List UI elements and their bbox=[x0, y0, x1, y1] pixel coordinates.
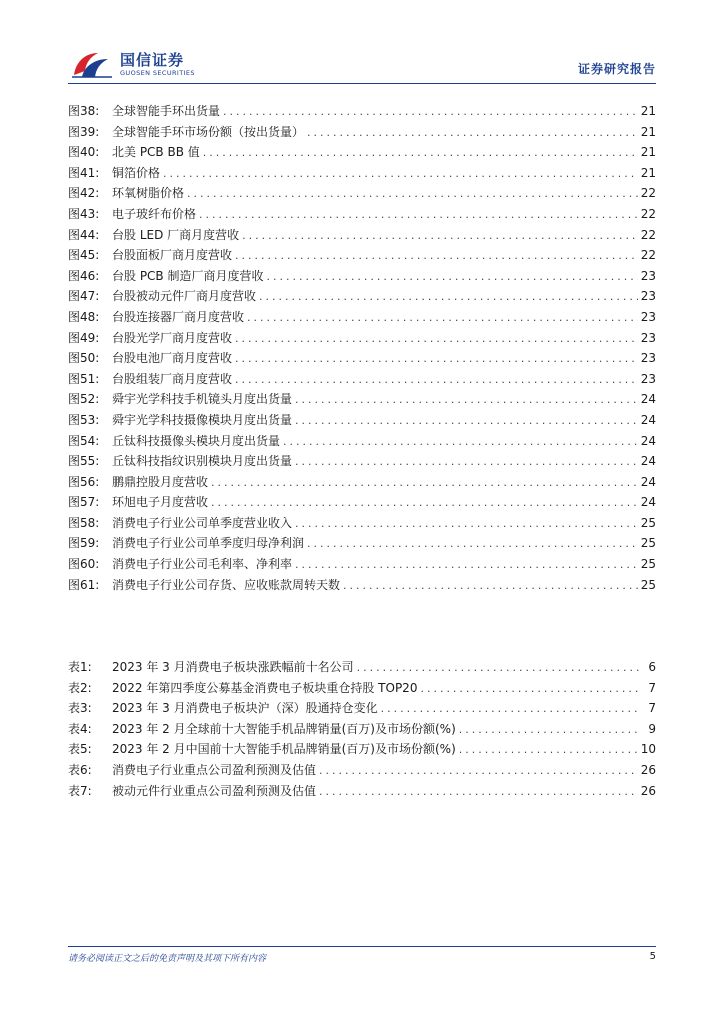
dot-leader bbox=[235, 349, 638, 370]
entry-page-number: 10 bbox=[640, 742, 656, 757]
figure-toc-entry[interactable] bbox=[68, 410, 656, 431]
entry-label: 图43: bbox=[68, 206, 100, 221]
entry-title: 2023 年 2 月中国前十大智能手机品牌销量(百万)及市场份额(%) bbox=[112, 742, 456, 757]
entry-title: 消费电子行业公司单季度归母净利润 bbox=[112, 536, 305, 551]
entry-label: 图58: bbox=[68, 515, 100, 530]
entry-title: 台股 PCB 制造厂商月度营收 bbox=[112, 268, 264, 283]
entry-title: 电子玻纤布价格 bbox=[112, 206, 197, 221]
brand-name-cn: 国信证券 bbox=[120, 51, 185, 69]
entry-page-number: 21 bbox=[640, 104, 656, 118]
entry-page-number: 24 bbox=[640, 412, 656, 427]
entry-label: 图52: bbox=[68, 392, 100, 407]
dot-leader bbox=[283, 432, 638, 453]
entry-label: 图47: bbox=[68, 289, 100, 304]
figure-toc-entry[interactable] bbox=[68, 348, 656, 369]
entry-title: 丘钛科技摄像头模块月度出货量 bbox=[112, 433, 281, 448]
entry-label: 表4: bbox=[68, 721, 92, 736]
entry-label: 图59: bbox=[68, 536, 100, 551]
entry-title: 舜宇光学科技摄像模块月度出货量 bbox=[112, 412, 293, 427]
entry-label: 图45: bbox=[68, 248, 100, 263]
entry-title: 消费电子行业公司单季度营业收入 bbox=[112, 515, 293, 530]
entry-label: 表1: bbox=[68, 660, 92, 674]
entry-title: 台股连接器厂商月度营收 bbox=[112, 309, 245, 324]
dot-leader bbox=[295, 514, 638, 535]
entry-title: 消费电子行业公司存货、应收账款周转天数 bbox=[112, 577, 341, 592]
figure-toc-entry[interactable] bbox=[68, 101, 656, 122]
figure-toc-entry[interactable] bbox=[68, 266, 656, 287]
entry-title: 消费电子行业重点公司盈利预测及估值 bbox=[112, 762, 317, 777]
entry-title: 舜宇光学科技手机镜头月度出货量 bbox=[112, 392, 293, 407]
entry-label: 图61: bbox=[68, 577, 100, 592]
header-divider bbox=[68, 83, 656, 84]
dot-leader bbox=[307, 123, 638, 144]
entry-label: 表2: bbox=[68, 680, 92, 695]
figure-toc-entry[interactable] bbox=[68, 142, 656, 163]
figure-toc-entry[interactable] bbox=[68, 245, 656, 266]
entry-label: 图57: bbox=[68, 495, 100, 510]
entry-label: 图38: bbox=[68, 104, 100, 118]
table-toc-entry[interactable] bbox=[68, 739, 656, 760]
footer-divider bbox=[68, 946, 656, 947]
entry-title: 2022 年第四季度公募基金消费电子板块重仓持股 TOP20 bbox=[112, 680, 418, 695]
entry-title: 台股光学厂商月度营收 bbox=[112, 330, 233, 345]
dot-leader bbox=[259, 287, 638, 308]
figure-index-list bbox=[68, 101, 656, 595]
entry-title: 环旭电子月度营收 bbox=[112, 495, 209, 510]
figure-toc-entry[interactable] bbox=[68, 431, 656, 452]
entry-title: 全球智能手环市场份额（按出货量） bbox=[112, 124, 305, 139]
figure-toc-entry[interactable] bbox=[68, 204, 656, 225]
entry-label: 图40: bbox=[68, 145, 100, 160]
entry-title: 消费电子行业公司毛利率、净利率 bbox=[112, 557, 293, 572]
dot-leader bbox=[295, 555, 638, 576]
entry-page-number: 24 bbox=[640, 495, 656, 510]
entry-page-number: 7 bbox=[648, 680, 656, 695]
entry-title: 环氧树脂价格 bbox=[112, 186, 185, 201]
table-toc-entry[interactable] bbox=[68, 678, 656, 699]
dot-leader bbox=[381, 699, 641, 720]
entry-title: 被动元件行业重点公司盈利预测及估值 bbox=[112, 783, 317, 798]
entry-page-number: 22 bbox=[640, 248, 656, 263]
figure-toc-entry[interactable] bbox=[68, 286, 656, 307]
entry-label: 图50: bbox=[68, 351, 100, 366]
entry-title: 北美 PCB BB 值 bbox=[112, 145, 200, 160]
dot-leader bbox=[203, 143, 638, 164]
dot-leader bbox=[199, 205, 638, 226]
entry-label: 图60: bbox=[68, 557, 100, 572]
figure-toc-entry[interactable] bbox=[68, 451, 656, 472]
entry-page-number: 9 bbox=[648, 721, 656, 736]
entry-label: 表7: bbox=[68, 783, 92, 798]
entry-title: 台股组装厂商月度营收 bbox=[112, 371, 233, 386]
dot-leader bbox=[235, 370, 638, 391]
dot-leader bbox=[357, 658, 641, 679]
entry-page-number: 26 bbox=[640, 762, 656, 777]
entry-page-number: 24 bbox=[640, 474, 656, 489]
guosen-logo-icon bbox=[68, 49, 116, 81]
entry-page-number: 23 bbox=[640, 268, 656, 283]
entry-page-number: 7 bbox=[648, 701, 656, 716]
table-toc-entry[interactable] bbox=[68, 657, 656, 678]
entry-page-number: 6 bbox=[648, 660, 656, 674]
entry-label: 图41: bbox=[68, 165, 100, 180]
entry-title: 铜箔价格 bbox=[112, 165, 161, 180]
entry-title: 2023 年 3 月消费电子板块沪（深）股通持仓变化 bbox=[112, 701, 378, 716]
entry-title: 台股电池厂商月度营收 bbox=[112, 351, 233, 366]
guosen-logo bbox=[68, 48, 195, 82]
dot-leader bbox=[319, 782, 638, 803]
table-index-list bbox=[68, 657, 656, 801]
figure-toc-entry[interactable] bbox=[68, 328, 656, 349]
entry-page-number: 24 bbox=[640, 392, 656, 407]
entry-label: 图42: bbox=[68, 186, 100, 201]
entry-page-number: 21 bbox=[640, 165, 656, 180]
entry-label: 图39: bbox=[68, 124, 100, 139]
figure-toc-entry[interactable] bbox=[68, 472, 656, 493]
dot-leader bbox=[247, 308, 638, 329]
entry-page-number: 22 bbox=[640, 227, 656, 242]
entry-page-number: 25 bbox=[640, 515, 656, 530]
figure-toc-entry[interactable] bbox=[68, 225, 656, 246]
entry-page-number: 26 bbox=[640, 783, 656, 798]
figure-toc-entry[interactable] bbox=[68, 122, 656, 143]
dot-leader bbox=[307, 534, 638, 555]
figure-toc-entry[interactable] bbox=[68, 533, 656, 554]
entry-page-number: 21 bbox=[640, 145, 656, 160]
dot-leader bbox=[295, 411, 638, 432]
entry-page-number: 23 bbox=[640, 371, 656, 386]
figure-toc-entry[interactable] bbox=[68, 183, 656, 204]
figure-toc-entry[interactable] bbox=[68, 554, 656, 575]
entry-label: 图53: bbox=[68, 412, 100, 427]
entry-title: 丘钛科技指纹识别模块月度出货量 bbox=[112, 454, 293, 469]
dot-leader bbox=[163, 164, 638, 185]
entry-label: 图49: bbox=[68, 330, 100, 345]
dot-leader bbox=[459, 740, 638, 761]
figure-toc-entry[interactable] bbox=[68, 369, 656, 390]
figure-toc-entry[interactable] bbox=[68, 575, 656, 596]
entry-label: 图44: bbox=[68, 227, 100, 242]
entry-page-number: 23 bbox=[640, 289, 656, 304]
page-header bbox=[68, 48, 656, 84]
entry-title: 台股面板厂商月度营收 bbox=[112, 248, 233, 263]
entry-label: 图56: bbox=[68, 474, 100, 489]
entry-page-number: 24 bbox=[640, 433, 656, 448]
figure-toc-entry[interactable] bbox=[68, 389, 656, 410]
dot-leader bbox=[211, 493, 638, 514]
dot-leader bbox=[211, 473, 638, 494]
dot-leader bbox=[235, 329, 638, 350]
entry-page-number: 25 bbox=[640, 577, 656, 592]
brand-name-en: GUOSEN SECURITIES bbox=[120, 69, 195, 77]
entry-title: 台股被动元件厂商月度营收 bbox=[112, 289, 257, 304]
figure-toc-entry[interactable] bbox=[68, 492, 656, 513]
entry-page-number: 22 bbox=[640, 206, 656, 221]
table-toc-entry[interactable] bbox=[68, 781, 656, 802]
entry-label: 图51: bbox=[68, 371, 100, 386]
dot-leader bbox=[242, 226, 638, 247]
entry-page-number: 23 bbox=[640, 351, 656, 366]
entry-label: 表5: bbox=[68, 742, 92, 757]
entry-title: 台股 LED 厂商月度营收 bbox=[112, 227, 240, 242]
report-type-label: 证券研究报告 bbox=[577, 62, 656, 76]
entry-label: 图55: bbox=[68, 454, 100, 469]
entry-label: 图48: bbox=[68, 309, 100, 324]
figure-toc-entry[interactable] bbox=[68, 163, 656, 184]
footer-disclaimer: 请务必阅读正文之后的免责声明及其项下所有内容 bbox=[68, 954, 267, 964]
entry-label: 表3: bbox=[68, 701, 92, 716]
figure-toc-entry[interactable] bbox=[68, 307, 656, 328]
entry-title: 鹏鼎控股月度营收 bbox=[112, 474, 209, 489]
entry-page-number: 24 bbox=[640, 454, 656, 469]
table-toc-entry[interactable] bbox=[68, 760, 656, 781]
entry-title: 全球智能手环出货量 bbox=[112, 104, 221, 118]
entry-page-number: 23 bbox=[640, 330, 656, 345]
dot-leader bbox=[235, 246, 638, 267]
dot-leader bbox=[295, 390, 638, 411]
entry-page-number: 23 bbox=[640, 309, 656, 324]
dot-leader bbox=[223, 102, 638, 123]
dot-leader bbox=[187, 184, 638, 205]
entry-page-number: 21 bbox=[640, 124, 656, 139]
page-number: 5 bbox=[649, 951, 656, 962]
entry-page-number: 25 bbox=[640, 536, 656, 551]
entry-label: 表6: bbox=[68, 762, 92, 777]
entry-title: 2023 年 3 月消费电子板块涨跌幅前十名公司 bbox=[112, 660, 354, 674]
dot-leader bbox=[266, 267, 637, 288]
table-toc-entry[interactable] bbox=[68, 698, 656, 719]
entry-title: 2023 年 2 月全球前十大智能手机品牌销量(百万)及市场份额(%) bbox=[112, 721, 456, 736]
table-toc-entry[interactable] bbox=[68, 719, 656, 740]
dot-leader bbox=[295, 452, 638, 473]
dot-leader bbox=[343, 576, 638, 597]
entry-label: 图46: bbox=[68, 268, 100, 283]
entry-page-number: 25 bbox=[640, 557, 656, 572]
dot-leader bbox=[420, 679, 641, 700]
figure-toc-entry[interactable] bbox=[68, 513, 656, 534]
entry-label: 图54: bbox=[68, 433, 100, 448]
dot-leader bbox=[459, 720, 641, 741]
dot-leader bbox=[319, 761, 638, 782]
entry-page-number: 22 bbox=[640, 186, 656, 201]
